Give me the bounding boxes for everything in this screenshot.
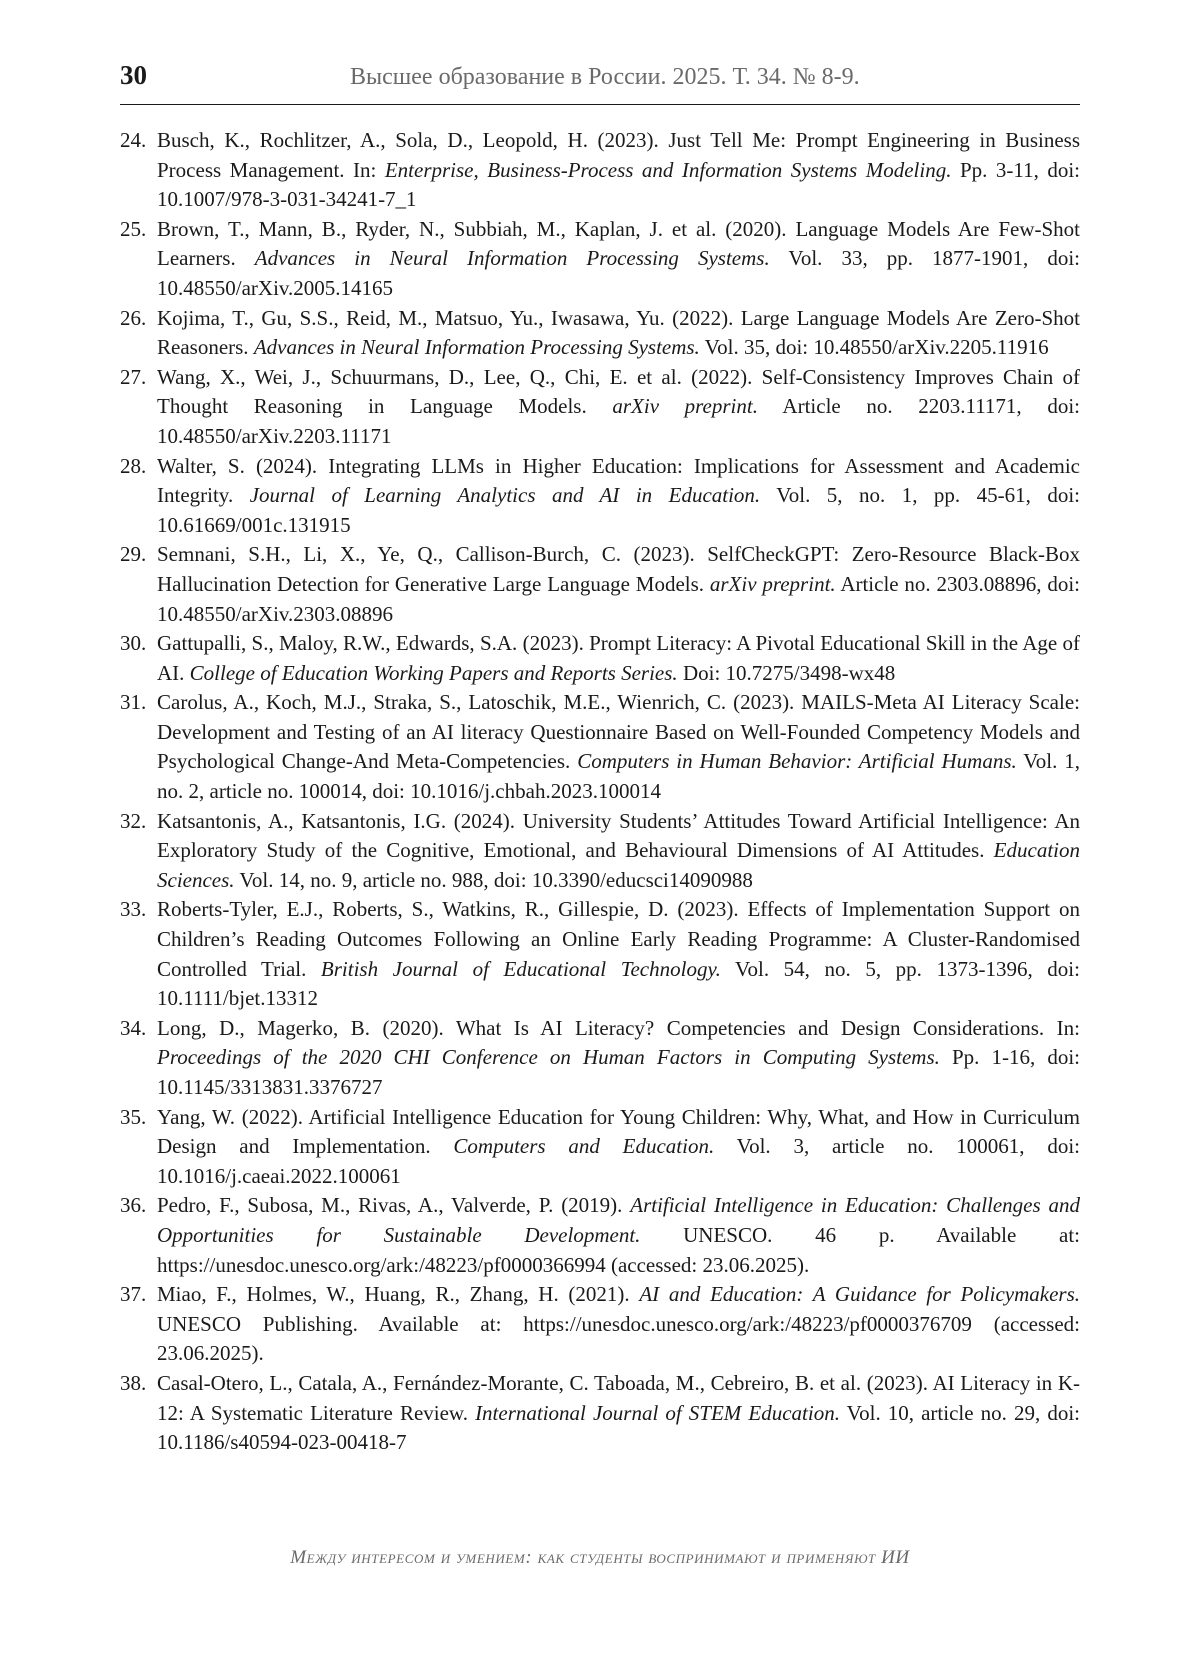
reference-number: 32. bbox=[120, 808, 147, 833]
reference-text: Carolus, A., Koch, M.J., Straka, S., Latoschik, M.E., Wienrich, C. (2023). MAILS-Meta AI Literacy Scale: Development and Testing of an AI literacy Questionnaire Based on Well-Founded Competency Models and Psychological Change-And Meta-Competencies. Computers in Human Behavior: Artificial Humans. Vol. 1, no. 2, article no. 100014, doi: 10.1016/j.chbah.2023.100014 bbox=[157, 690, 1081, 804]
reference-item bbox=[120, 363, 1080, 452]
reference-number: 28. bbox=[120, 453, 147, 478]
reference-source-title: Proceedings of the 2020 CHI Conference on Human Factors in Computing Systems. bbox=[157, 1045, 940, 1070]
reference-number: 26. bbox=[120, 305, 147, 330]
reference-number: 24. bbox=[120, 128, 147, 152]
reference-item bbox=[120, 1103, 1080, 1192]
reference-text: Long, D., Magerko, B. (2020). What Is AI Literacy? Competencies and Design Considerations. In: Proceedings of the 2020 CHI Conference on Human Factors in Computing Systems. Pp. 1-16, doi: 10.1145/3313831.3376727 bbox=[157, 1015, 1081, 1099]
reference-text: Semnani, S.H., Li, X., Ye, Q., Callison-Burch, C. (2023). SelfCheckGPT: Zero-Resource Black-Box Hallucination Detection for Generative Large Language Models. arXiv preprint. Article no. 2303.08896, doi: 10.48550/arXiv.2303.08896 bbox=[157, 542, 1080, 626]
reference-source-title: Computers and Education. bbox=[453, 1134, 715, 1159]
reference-number: 29. bbox=[120, 542, 147, 567]
reference-list bbox=[120, 126, 1080, 1458]
reference-item bbox=[120, 1280, 1080, 1369]
reference-text: Casal-Otero, L., Catala, A., Fernández-Morante, C. Taboada, M., Cebreiro, B. et al. (2023). AI Literacy in K-12: A Systematic Literature Review. International Journal of STEM Education. Vol. 10, article no. 29, doi: 10.1186/s40594-023-00418-7 bbox=[157, 1370, 1080, 1455]
reference-item bbox=[120, 540, 1080, 629]
reference-source-title: AI and Education: A Guidance for Policymakers. bbox=[639, 1282, 1081, 1307]
reference-number: 30. bbox=[120, 631, 147, 656]
reference-number: 38. bbox=[120, 1370, 147, 1395]
reference-text: Walter, S. (2024). Integrating LLMs in Higher Education: Implications for Assessment and Academic Integrity. Journal of Learning Analytics and AI in Education. Vol. 5, no. 1, pp. 45-61, doi: 10.61669/001c.131915 bbox=[157, 453, 1081, 537]
reference-number: 36. bbox=[120, 1193, 147, 1218]
reference-text: Katsantonis, A., Katsantonis, I.G. (2024). University Students’ Attitudes Toward Artificial Intelligence: An Exploratory Study of the Cognitive, Emotional, and Behavioural Dimensions of AI Attitudes. Education Sciences. Vol. 14, no. 9, article no. 988, doi: 10.3390/educsci14090988 bbox=[157, 808, 1080, 892]
reference-source-title: arXiv preprint. bbox=[709, 571, 836, 596]
reference-item bbox=[120, 807, 1080, 896]
journal-running-head: Высшее образование в России. 2025. Т. 34. № 8-9. bbox=[350, 64, 860, 90]
reference-source-title: International Journal of STEM Education. bbox=[475, 1400, 840, 1425]
page-number: 30 bbox=[120, 60, 147, 90]
reference-text: Wang, X., Wei, J., Schuurmans, D., Lee, Q., Chi, E. et al. (2022). Self-Consistency Improves Chain of Thought Reasoning in Language Models. arXiv preprint. Article no. 2203.11171, doi: 10.48550/arXiv.2203.11171 bbox=[157, 364, 1080, 448]
reference-source-title: British Journal of Educational Technology. bbox=[320, 956, 721, 981]
running-footer: Между интересом и умением: как студенты воспринимают и применяют ИИ bbox=[290, 1547, 910, 1568]
reference-number: 31. bbox=[120, 690, 147, 715]
reference-item bbox=[120, 215, 1080, 304]
reference-text: Busch, K., Rochlitzer, A., Sola, D., Leopold, H. (2023). Just Tell Me: Prompt Engineering in Business Process Management. In: Enterprise, Business-Process and Information Systems Modeling. Pp. 3-11, doi: 10.1007/978-3-031-34241-7_1 bbox=[157, 128, 1081, 212]
reference-item bbox=[120, 895, 1080, 1013]
reference-number: 35. bbox=[120, 1104, 147, 1129]
page-header bbox=[120, 56, 1080, 104]
reference-item bbox=[120, 1369, 1080, 1458]
reference-text: Pedro, F., Subosa, M., Rivas, A., Valverde, P. (2019). Artificial Intelligence in Education: Challenges and Opportunities for Sustainable Development. UNESCO. 46 p. Available at: https://unesdoc.unesco.org/ark:/48223/pf0000366994 (accessed: 23.06.2025). bbox=[157, 1193, 1081, 1277]
reference-item bbox=[120, 1191, 1080, 1280]
reference-text: Gattupalli, S., Maloy, R.W., Edwards, S.A. (2023). Prompt Literacy: A Pivotal Educational Skill in the Age of AI. College of Education Working Papers and Reports Series. Doi: 10.7275/3498-wx48 bbox=[157, 631, 1080, 685]
reference-source-title: Journal of Learning Analytics and AI in Education. bbox=[249, 483, 761, 508]
reference-source-title: Education Sciences. bbox=[157, 838, 1080, 892]
reference-number: 37. bbox=[120, 1282, 147, 1307]
reference-source-title: Computers in Human Behavior: Artificial Humans. bbox=[577, 749, 1017, 774]
reference-text: Brown, T., Mann, B., Ryder, N., Subbiah, M., Kaplan, J. et al. (2020). Language Models Are Few-Shot Learners. Advances in Neural Information Processing Systems. Vol. 33, pp. 1877-1901, doi: 10.48550/arXiv.2005.14165 bbox=[157, 216, 1081, 300]
reference-item bbox=[120, 452, 1080, 541]
reference-number: 34. bbox=[120, 1015, 147, 1040]
reference-source-title: Enterprise, Business-Process and Information Systems Modeling. bbox=[384, 157, 952, 182]
reference-source-title: arXiv preprint. bbox=[612, 394, 758, 419]
reference-source-title: College of Education Working Papers and Reports Series. bbox=[189, 660, 678, 685]
reference-item bbox=[120, 1014, 1080, 1103]
reference-number: 33. bbox=[120, 897, 147, 922]
reference-text: Yang, W. (2022). Artificial Intelligence Education for Young Children: Why, What, and How in Curriculum Design and Implementation. Computers and Education. Vol. 3, article no. 100061, doi: 10.1016/j.caeai.2022.100061 bbox=[157, 1104, 1081, 1188]
reference-source-title: Advances in Neural Information Processing Systems. bbox=[254, 246, 770, 271]
reference-text: Kojima, T., Gu, S.S., Reid, M., Matsuo, Yu., Iwasawa, Yu. (2022). Large Language Models Are Zero-Shot Reasoners. Advances in Neural Information Processing Systems. Vol. 35, doi: 10.48550/arXiv.2205.11916 bbox=[157, 305, 1080, 360]
reference-text: Miao, F., Holmes, W., Huang, R., Zhang, H. (2021). AI and Education: A Guidance for Policymakers. UNESCO Publishing. Available at: https://unesdoc.unesco.org/ark:/48223/pf0000376709 (accessed: 23.06.2025). bbox=[157, 1282, 1081, 1366]
reference-item bbox=[120, 304, 1080, 363]
reference-source-title: Advances in Neural Information Processing Systems. bbox=[253, 335, 700, 360]
reference-item bbox=[120, 126, 1080, 215]
reference-number: 25. bbox=[120, 216, 147, 241]
reference-item bbox=[120, 688, 1080, 806]
reference-item bbox=[120, 629, 1080, 688]
reference-text: Roberts-Tyler, E.J., Roberts, S., Watkins, R., Gillespie, D. (2023). Effects of Implementation Support on Children’s Reading Outcomes Following an Online Early Reading Programme: A Cluster-Randomised Controlled Trial. British Journal of Educational Technology. Vol. 54, no. 5, pp. 1373-1396, doi: 10.1111/bjet.13312 bbox=[157, 897, 1080, 1011]
reference-number: 27. bbox=[120, 364, 147, 389]
header-divider bbox=[120, 104, 1080, 105]
reference-source-title: Artificial Intelligence in Education: Challenges and Opportunities for Sustainable Development. bbox=[157, 1193, 1081, 1247]
